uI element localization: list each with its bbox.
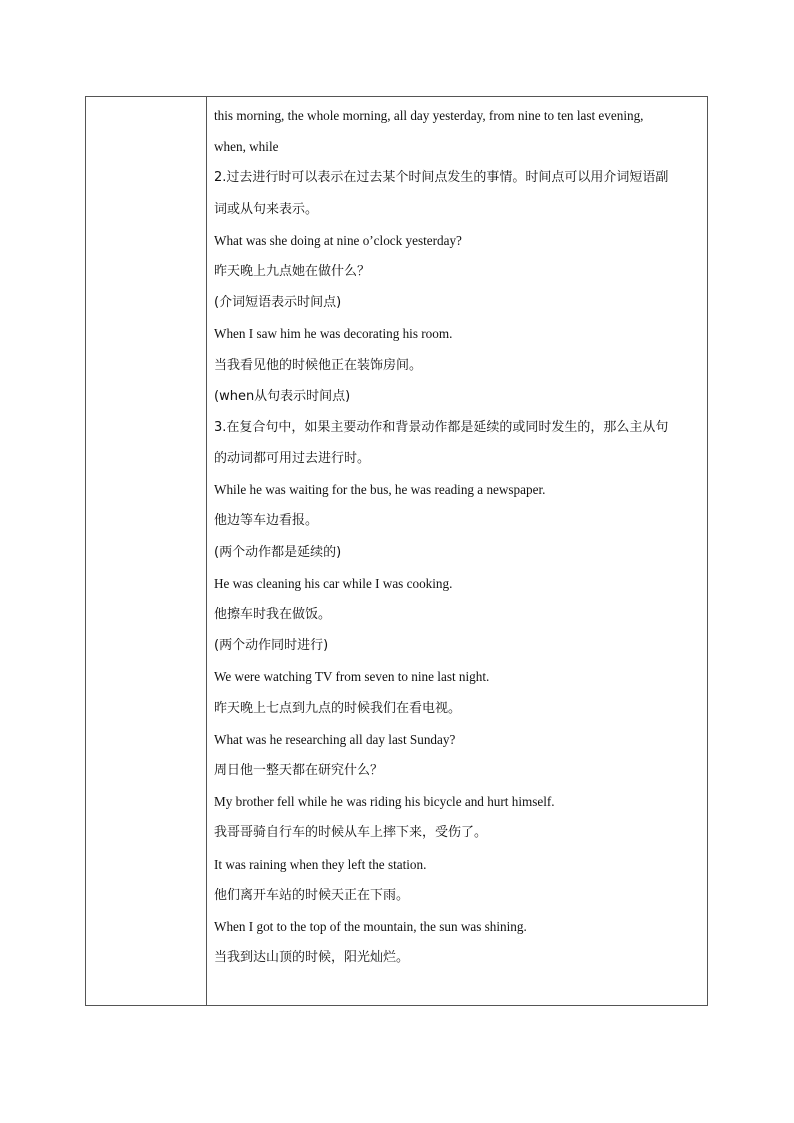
text-line: 他擦车时我在做饭。 [214,607,332,622]
text-line: 词或从句来表示。 [214,201,319,217]
text-line: 他边等车边看报。 [214,513,319,529]
table-right-cell [207,97,707,1005]
text-line: It was raining when they left the station. [214,856,427,872]
text-line: 昨天晚上九点她在做什么？ [214,263,371,279]
text-line: 的动词都可用过去进行时。 [214,451,371,467]
text-line: (when从句表示时间点) [214,388,351,404]
content-table [85,96,708,1006]
text-line: What was she doing at nine o’clock yesterday? [214,232,462,248]
text-line: 当我到达山顶的时候，阳光灿烂。 [214,950,410,966]
text-line: 我哥哥骑自行车的时候从车上摔下来，受伤了。 [214,825,488,841]
text-line: 昨天晚上七点到九点的时候我们在看电视。 [214,700,462,716]
text-line: My brother fell while he was riding his bicycle and hurt himself. [214,794,555,810]
text-line: What was he researching all day last Sunday? [214,731,456,747]
text-line: (两个动作同时进行) [214,638,329,654]
text-line: 3.在复合句中，如果主要动作和背景动作都是延续的或同时发生的，那么主从句 [214,419,669,435]
text-line: (介词短语表示时间点) [214,295,342,311]
table-left-cell [86,97,207,1005]
text-line: when, while [214,139,279,155]
text-line: We were watching TV from seven to nine last night. [214,669,490,685]
text-line: When I saw him he was decorating his room. [214,326,453,342]
text-line: While he was waiting for the bus, he was reading a newspaper. [214,482,546,498]
text-line: When I got to the top of the mountain, the sun was shining. [214,918,527,934]
text-line: (两个动作都是延续的) [214,544,342,560]
text-line: 当我看见他的时候他正在装饰房间。 [214,357,423,373]
text-line: 周日他一整天都在研究什么？ [214,762,384,778]
text-line: 他们离开车站的时候天正在下雨。 [214,887,410,903]
text-line: this morning, the whole morning, all day yesterday, from nine to ten last evening, [214,108,644,123]
text-line: He was cleaning his car while I was cooking. [214,575,453,591]
text-line: 2.过去进行时可以表示在过去某个时间点发生的事情。时间点可以用介词短语副 [214,170,669,186]
